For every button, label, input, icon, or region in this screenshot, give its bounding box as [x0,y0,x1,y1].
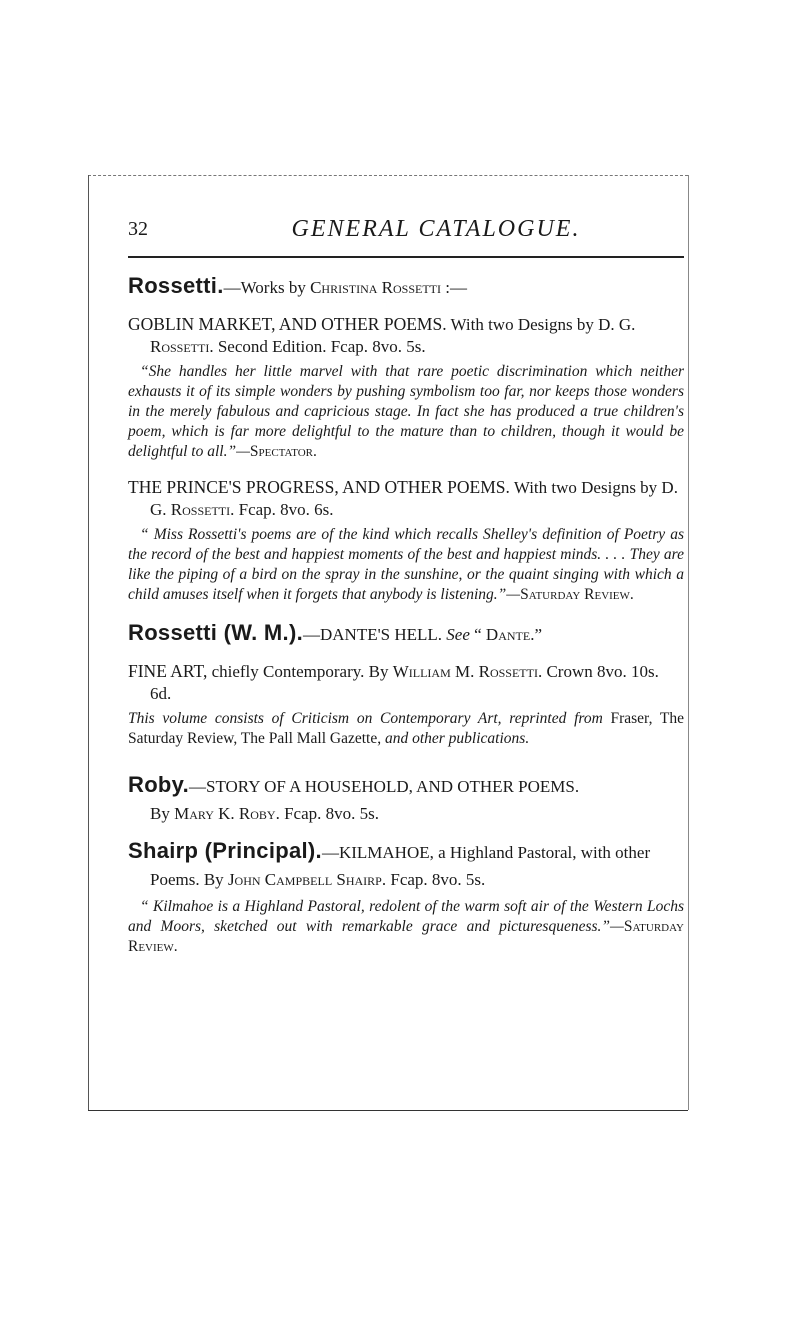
spacer [128,763,684,771]
author-line [128,837,684,893]
work-details-name: Rossetti [170,500,231,519]
work-description [128,709,684,749]
catalogue-page [128,208,684,971]
author-line [128,619,684,648]
page-border-right [688,175,689,1110]
author-name: Rossetti (W. M.). [128,620,303,645]
work-by: By [150,804,175,823]
quote-text: “ Miss Rossetti's poems are of the kind which recalls Shelley's definition of Poetry as the record of the best and happiest moments of the best and happiest minds. . . . They are like the piping of a bird on the spray in the sunshine, or the quaint singing with which a child amuses itself when it forgets that anybody is listening.”— [128,526,684,603]
quote-text: “She handles her little marvel with that rare poetic discrimination which neither exhausts it of its simple wonders by pushing symbolism too far, nor keeps those wonders in the merely fabulous and capricious stage. In fact she has produced a true children's poem, which is far more delightful to the mature than to children, though it would be delightful to all.”— [128,363,684,460]
work-details-name: William M. Rossetti [392,662,538,681]
head-rule [128,256,684,258]
author-name: Roby. [128,772,189,797]
work-details-end: . Fcap. 8vo. 5s. [381,870,486,889]
author-line [128,771,684,827]
running-head [128,208,684,248]
author-line [128,272,684,301]
work-details-end: . Crown 8vo. 10s. 6d. [150,662,659,703]
work-details-name: Rossetti [150,337,210,356]
work-goblin-market [128,313,684,358]
work-details-end: . Fcap. 8vo. 5s. [275,804,380,823]
cross-ref-title: —DANTE'S HELL. [303,625,447,644]
quote-source: Saturday Review. [128,918,684,955]
work-title: —STORY OF A HOUSEHOLD, AND OTHER POEMS. [188,777,580,796]
review-quote [128,897,684,957]
work-details: chiefly Contemporary. By [207,662,393,681]
work-princes-progress [128,476,684,521]
entry-rossetti-wm [128,619,684,749]
cross-ref-see: See [446,625,470,644]
quote-source: Saturday Review. [520,586,634,603]
page-border-bottom [88,1110,688,1111]
entry-shairp [128,837,684,957]
author-name: Shairp (Principal). [128,838,322,863]
work-title: THE PRINCE'S PROGRESS, AND OTHER POEMS. [128,477,510,497]
work-fine-art [128,660,684,705]
description-publications: Fraser, The Saturday Review, The Pall Mall Gazette, [128,710,684,747]
author-intro: —Works by [223,278,311,297]
work-details-name: John Campbell Shairp [227,870,382,889]
work-details-end: . Fcap. 8vo. 6s. [230,500,334,519]
entry-rossetti-christina [128,272,684,605]
spacer [128,829,684,837]
page-border-left [88,175,89,1110]
review-quote [128,525,684,605]
entry-roby [128,771,684,827]
work-title: GOBLIN MARKET, AND OTHER POEMS. [128,314,447,334]
running-title: GENERAL CATALOGUE. [291,216,581,242]
author-byname: Christina Rossetti [310,278,442,297]
work-details-end: . Second Edition. Fcap. 8vo. 5s. [209,337,426,356]
work-title: FINE ART, [128,661,208,681]
work-title: —KILMAHOE, [321,843,434,862]
work-by-name: Mary K. Roby [174,804,276,823]
page-number: 32 [128,218,148,240]
description-end: and other publications. [381,730,530,747]
author-intro-end: :— [441,278,467,297]
author-name: Rossetti. [128,273,224,298]
quote-source: Spectator. [249,443,317,460]
work-details: With two Designs by D. G. [446,315,636,334]
review-quote [128,362,684,462]
work-details: a Highland Pastoral, with other Poems. By [150,843,651,889]
page-border-top [88,175,688,176]
quote-text: “ Kilmahoe is a Highland Pastoral, redolent of the warm soft air of the Western Lochs and Moors, sketched out with remarkable grace and picturesqueness.”— [128,898,684,935]
description-text: This volume consists of Criticism on Contemporary Art, reprinted from [128,710,611,727]
work-details: With two Designs by D. G. [150,478,678,519]
cross-ref-target: “ Dante.” [469,625,543,644]
